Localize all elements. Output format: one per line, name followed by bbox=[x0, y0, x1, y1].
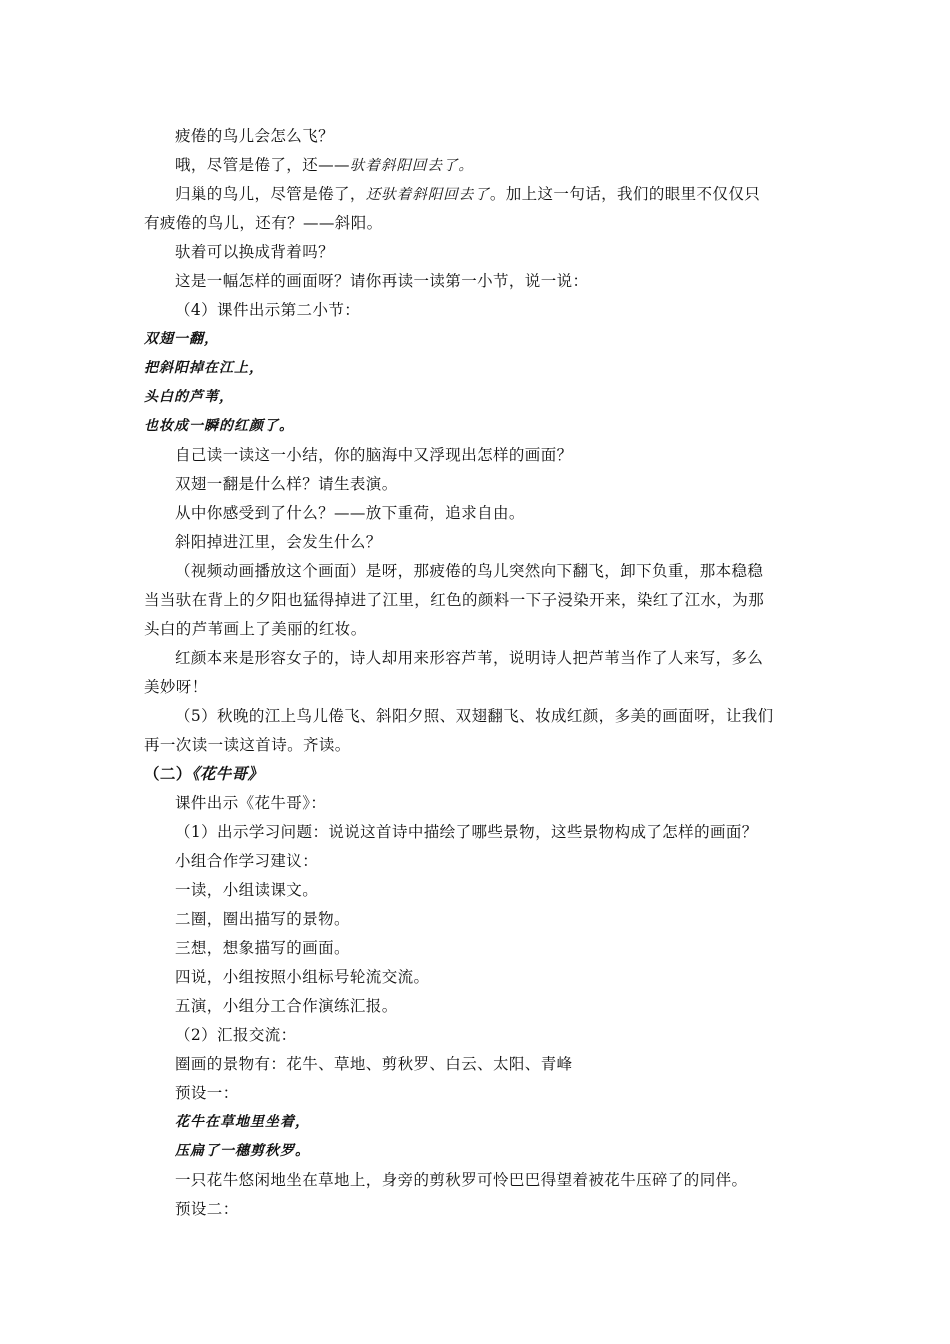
poem-line: 把斜阳掉在江上， bbox=[144, 360, 264, 376]
paragraph-line: 小组合作学习建议： bbox=[175, 852, 319, 870]
paragraph-line: 四说，小组按照小组标号轮流交流。 bbox=[175, 968, 430, 986]
paragraph-line: 从中你感受到了什么？——放下重荷，追求自由。 bbox=[175, 504, 525, 522]
poem-quote: 驮着斜阳回去了。 bbox=[349, 158, 474, 174]
poem-line: 花牛在草地里坐着， bbox=[175, 1114, 310, 1130]
paragraph-line: 圈画的景物有：花牛、草地、剪秋罗、白云、太阳、青峰 bbox=[175, 1055, 573, 1073]
paragraph-line: 预设一： bbox=[175, 1084, 239, 1102]
paragraph-line: 五演，小组分工合作演练汇报。 bbox=[175, 997, 398, 1015]
paragraph-line: 一读，小组读课文。 bbox=[175, 881, 319, 899]
paragraph-line: （4）课件出示第二小节： bbox=[175, 301, 361, 319]
paragraph-line: 红颜本来是形容女子的，诗人却用来形容芦苇，说明诗人把芦苇当作了人来写，多么 bbox=[175, 649, 764, 667]
paragraph-line: 双翅一翻是什么样？请生表演。 bbox=[175, 475, 398, 493]
section-heading bbox=[144, 764, 816, 784]
paragraph-line: （1）出示学习问题：说说这首诗中描绘了哪些景物，这些景物构成了怎样的画面？ bbox=[175, 823, 758, 841]
paragraph-line bbox=[175, 184, 847, 205]
paragraph-line bbox=[175, 155, 847, 176]
paragraph-line: 课件出示《花牛哥》： bbox=[175, 794, 327, 812]
paragraph-line: 预设二： bbox=[175, 1200, 239, 1218]
paragraph-line: 这是一幅怎样的画面呀？请你再读一读第一小节，说一说： bbox=[175, 272, 589, 290]
poem-line: 双翅一翻， bbox=[144, 331, 219, 347]
paragraph-line: 当当驮在背上的夕阳也猛得掉进了江里，红色的颜料一下子浸染开来，染红了江水，为那 bbox=[144, 591, 765, 609]
section-title: 《花牛哥》 bbox=[191, 765, 264, 783]
paragraph-line: 自己读一读这一小结，你的脑海中又浮现出怎样的画面？ bbox=[175, 446, 573, 464]
paragraph-line: 二圈，圈出描写的景物。 bbox=[175, 910, 350, 928]
paragraph-line: 有疲倦的鸟儿，还有？——斜阳。 bbox=[144, 214, 383, 232]
paragraph-line: （视频动画播放这个画面）是呀，那疲倦的鸟儿突然向下翻飞，卸下负重，那本稳稳 bbox=[175, 562, 764, 580]
text-span: 归巢的鸟儿，尽管是倦了， bbox=[175, 185, 366, 203]
paragraph-line: 三想，想象描写的画面。 bbox=[175, 939, 350, 957]
paragraph-line: 美妙呀！ bbox=[144, 678, 208, 696]
paragraph-line: 驮着可以换成背着吗？ bbox=[175, 243, 335, 261]
paragraph-line: （2）汇报交流： bbox=[175, 1026, 297, 1044]
poem-line: 头白的芦苇， bbox=[144, 389, 234, 405]
text-span: 。加上这一句话，我们的眼里不仅仅只 bbox=[489, 185, 761, 203]
paragraph-line: （5）秋晚的江上鸟儿倦飞、斜阳夕照、双翅翻飞、妆成红颜，多美的画面呀，让我们 bbox=[175, 707, 774, 725]
paragraph-line: 一只花牛悠闲地坐在草地上，身旁的剪秋罗可怜巴巴得望着被花牛压碎了的同伴。 bbox=[175, 1171, 748, 1189]
paragraph-line: 疲倦的鸟儿会怎么飞？ bbox=[175, 127, 335, 145]
text-span: 哦，尽管是倦了，还—— bbox=[175, 156, 350, 174]
poem-line: 也妆成一瞬的红颜了。 bbox=[144, 418, 294, 434]
paragraph-line: 再一次读一读这首诗。齐读。 bbox=[144, 736, 351, 754]
paragraph-line: 斜阳掉进江里，会发生什么？ bbox=[175, 533, 382, 551]
poem-quote: 还驮着斜阳回去了 bbox=[365, 187, 490, 203]
poem-line: 压扁了一穗剪秋罗。 bbox=[175, 1143, 310, 1159]
section-number: （二） bbox=[144, 765, 192, 783]
paragraph-line: 头白的芦苇画上了美丽的红妆。 bbox=[144, 620, 367, 638]
